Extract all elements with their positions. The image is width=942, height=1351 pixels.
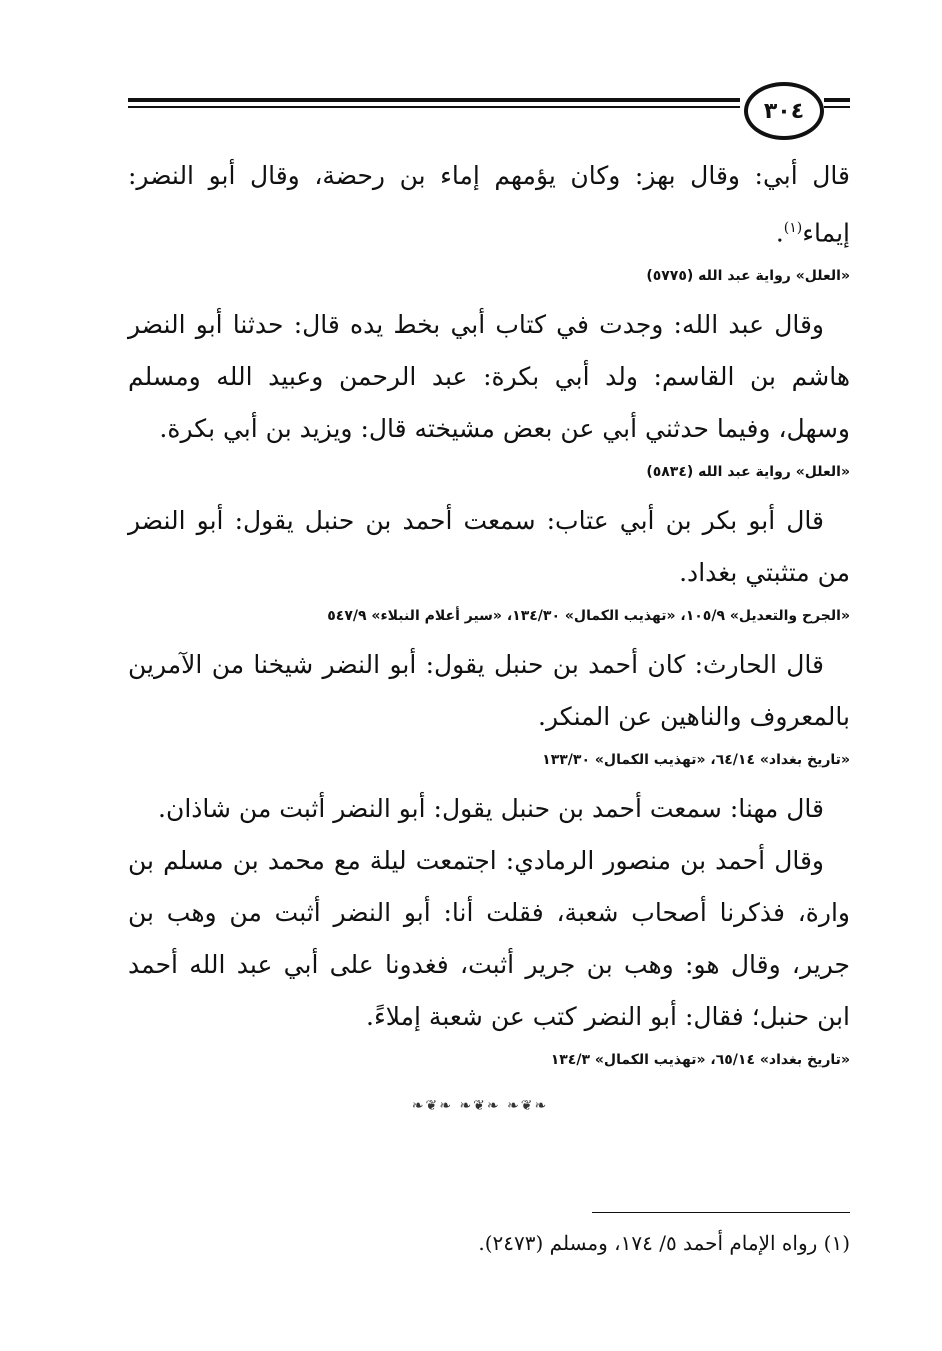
header-rule-right-thin — [824, 106, 850, 108]
source-citation-1: «العلل» رواية عبد الله (٥٧٧٥) — [646, 268, 850, 285]
source-citation-3: «الجرح والتعديل» ١٠٥/٩، «تهذيب الكمال» ١٣٤/٣٠، «سير أعلام النبلاء» ٥٤٧/٩ — [327, 608, 850, 625]
header-rule-right — [824, 98, 850, 102]
paragraph-1-tail: . — [775, 218, 784, 248]
paragraph-2: وقال عبد الله: وجدت في كتاب أبي بخط يده قال: حدثنا أبو النضر هاشم بن القاسم: ولد أبي بكرة: عبد الرحمن وعبيد الله ومسلم وسهل، وفيما حدثني أبي عن بعض مشيخته قال: ويزيد بن أبي بكرة. — [128, 310, 851, 444]
source-citation-2: «العلل» رواية عبد الله (٥٨٣٤) — [646, 464, 850, 481]
header-rule-thin — [128, 106, 740, 108]
paragraph-4: قال الحارث: كان أحمد بن حنبل يقول: أبو النضر شيخنا من الآمرين بالمعروف والناهين عن المنكر. — [128, 650, 850, 732]
paragraph-3: قال أبو بكر بن أبي عتاب: سمعت أحمد بن حنبل يقول: أبو النضر من متثبتي بغداد. — [128, 506, 850, 588]
page-body — [128, 150, 850, 1083]
paragraph-6: وقال أحمد بن منصور الرمادي: اجتمعت ليلة مع محمد بن مسلم بن وارة، فذكرنا أصحاب شعبة، فقلت أنا: أبو النضر أثبت من وهب بن جرير، وقال هو: وهب بن جرير أثبت، فغدونا على أبي عبد الله أحمد ابن حنبل؛ فقال: أبو النضر كتب عن شعبة إملاءً. — [128, 846, 850, 1032]
footnote-rule — [592, 1212, 850, 1213]
section-ornament: ❧❦❧ ❧❦❧ ❧❦❧ — [411, 1098, 549, 1114]
paragraph-1-text: قال أبي: وقال بهز: وكان يؤمهم إماء بن رحضة، وقال أبو النضر: إيماء — [128, 161, 850, 248]
footnote-ref[interactable]: (١) — [783, 220, 803, 236]
source-citation-6: «تاريخ بغداد» ٦٥/١٤، «تهذيب الكمال» ١٣٤/٣ — [550, 1052, 850, 1069]
page-header — [128, 82, 850, 146]
footnote-marker: (١) — [823, 1231, 850, 1255]
paragraph-5: قال مهنا: سمعت أحمد بن حنبل يقول: أبو النضر أثبت من شاذان. — [158, 794, 824, 824]
paragraph-1 — [128, 150, 850, 259]
header-rule — [128, 98, 740, 102]
footnote — [128, 1226, 850, 1260]
source-citation-4: «تاريخ بغداد» ٦٤/١٤، «تهذيب الكمال» ١٣٣/٣٠ — [542, 752, 850, 769]
page-number: ٣٠٤ — [744, 82, 824, 140]
footnote-text: رواه الإمام أحمد ٥/ ١٧٤، ومسلم (٢٤٧٣). — [478, 1231, 818, 1255]
